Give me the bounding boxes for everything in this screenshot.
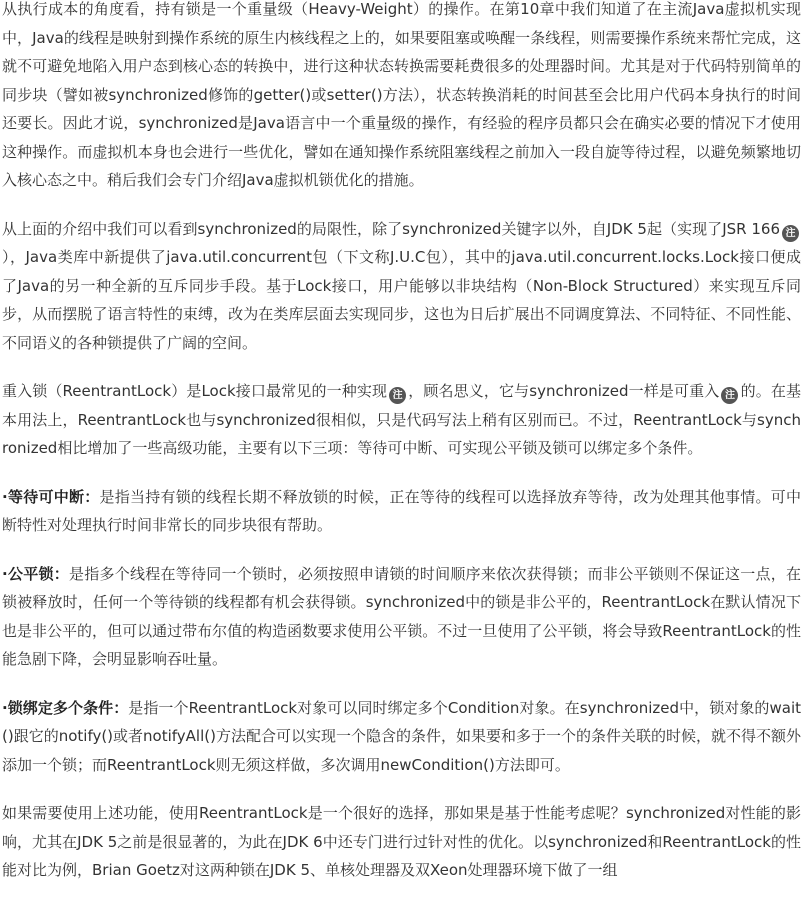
paragraph-text: 的。在基本用法上，ReentrantLock也与synchronized很相似，只是代码写法上稍有区别而已。不过，ReentrantLock与synchronized相比增加了一些高级功能，主要有以下三项：等待可中断、可实现公平锁及锁可以绑定多个条件。 [2, 382, 801, 457]
feature-title: ·锁绑定多个条件： [2, 698, 129, 717]
paragraph-heavyweight-cost [2, 0, 801, 195]
paragraph-text: 是指多个线程在等待同一个锁时，必须按照申请锁的时间顺序来依次获得锁；而非公平锁则不保证这一点，在锁被释放时，任何一个等待锁的线程都有机会获得锁。synchronized中的锁是非公平的，ReentrantLock在默认情况下也是非公平的，但可以通过带布尔值的构造函数要求使用公平锁。不过一旦使用了公平锁，将会导致ReentrantLock的性能急剧下降，会明显影响吞吐量。 [2, 564, 801, 668]
feature-title: ·等待可中断： [2, 487, 100, 506]
feature-title: ·公平锁： [2, 564, 69, 583]
paragraph-lock-interface [2, 215, 801, 358]
paragraph-multiple-conditions [2, 694, 801, 780]
footnote-note-icon[interactable]: 注 [782, 225, 799, 242]
paragraph-reentrantlock [2, 377, 801, 463]
paragraph-text: 如果需要使用上述功能，使用ReentrantLock是一个很好的选择，那如果是基于性能考虑呢？synchronized对性能的影响，尤其在JDK 5之前是很显著的，为此在JDK 6中还专门进行过针对性的优化。以synchronized和ReentrantLock的性能对比为例，Brian Goetz对这两种锁在JDK 5、单核处理器及双Xeon处理器环境下做了一组 [2, 804, 801, 879]
paragraph-text: 从上面的介绍中我们可以看到synchronized的局限性，除了synchronized关键字以外，自JDK 5起（实现了JSR 166 [2, 219, 780, 238]
paragraph-text: 是指当持有锁的线程长期不释放锁的时候，正在等待的线程可以选择放弃等待，改为处理其他事情。可中断特性对处理执行时间非常长的同步块很有帮助。 [2, 487, 801, 534]
paragraph-performance [2, 799, 801, 885]
paragraph-text: 重入锁（ReentrantLock）是Lock接口最常见的一种实现 [2, 382, 388, 400]
footnote-note-icon[interactable]: 注 [389, 387, 406, 404]
footnote-note-icon[interactable]: 注 [721, 387, 738, 404]
paragraph-text: ，顾名思义，它与synchronized一样是可重入 [408, 382, 720, 400]
paragraph-text: 从执行成本的角度看，持有锁是一个重量级（Heavy-Weight）的操作。在第10章中我们知道了在主流Java虚拟机实现中，Java的线程是映射到操作系统的原生内核线程之上的，如果要阻塞或唤醒一条线程，则需要操作系统来帮忙完成，这就不可避免地陷入用户态到核心态的转换中，进行这种状态转换需要耗费很多的处理器时间。尤其是对于代码特别简单的同步块（譬如被synchronized修饰的getter()或setter()方法），状态转换消耗的时间甚至会比用户代码本身执行的时间还要长。因此才说，synchronized是Java语言中一个重量级的操作，有经验的程序员都只会在确实必要的情况下才使用这种操作。而虚拟机本身也会进行一些优化，譬如在通知操作系统阻塞线程之前加入一段自旋等待过程，以避免频繁地切入核心态之中。稍后我们会专门介绍Java虚拟机锁优化的措施。 [2, 0, 801, 189]
paragraph-text: 是指一个ReentrantLock对象可以同时绑定多个Condition对象。在synchronized中，锁对象的wait()跟它的notify()或者notifyAll()方法配合可以实现一个隐含的条件，如果要和多于一个的条件关联的时候，就不得不额外添加一个锁；而ReentrantLock则无须这样做，多次调用newCondition()方法即可。 [2, 698, 801, 774]
paragraph-fair-lock [2, 560, 801, 674]
paragraph-interruptible-wait [2, 483, 801, 540]
paragraph-text: ），Java类库中新提供了java.util.concurrent包（下文称J.U.C包），其中的java.util.concurrent.locks.Lock接口便成了Java的另一种全新的互斥同步手段。基于Lock接口，用户能够以非块结构（Non-Block Structured）来实现互斥同步，从而摆脱了语言特性的束缚，改为在类库层面去实现同步，这也为日后扩展出不同调度算法、不同特征、不同性能、不同语义的各种锁提供了广阔的空间。 [2, 248, 801, 352]
